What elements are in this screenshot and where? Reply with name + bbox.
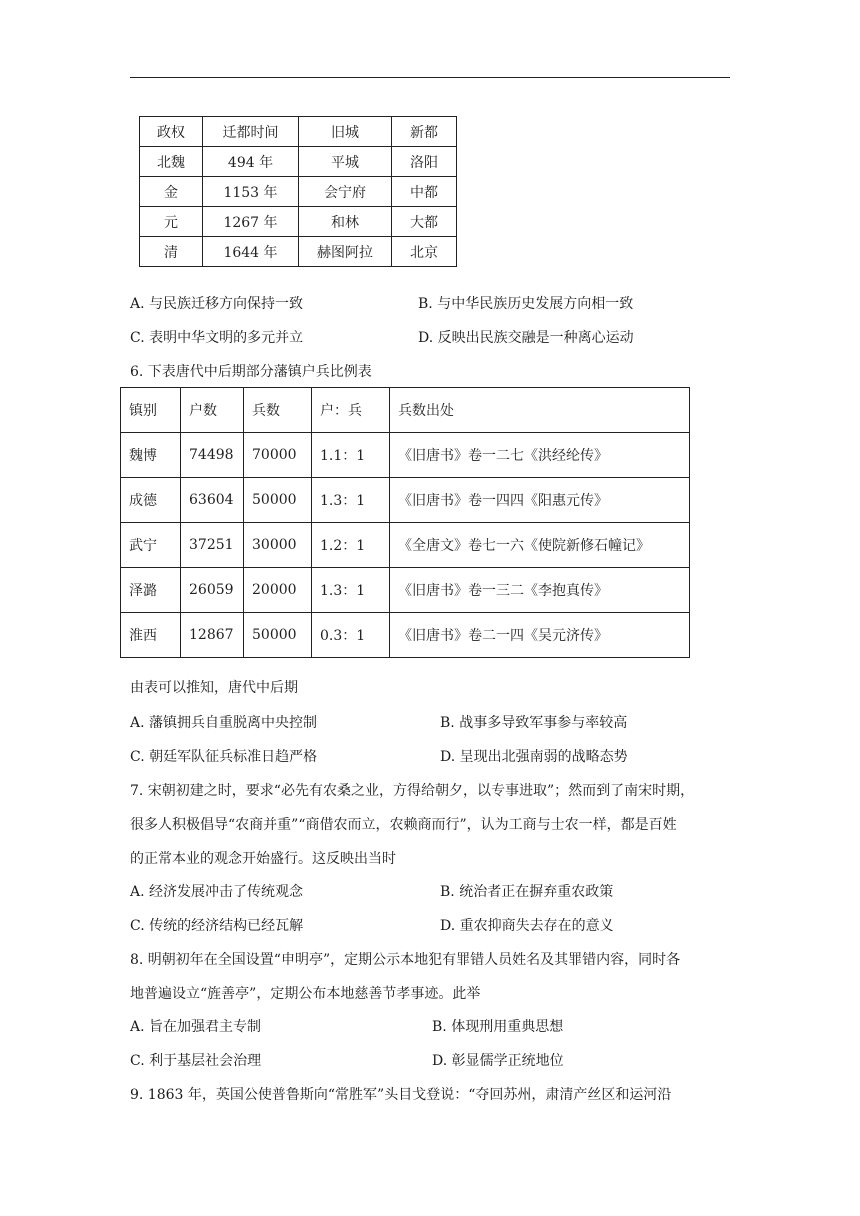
q5-option-b: B. 与中华民族历史发展方向相一致 bbox=[418, 296, 634, 312]
q8-option-b: B. 体现刑用重典思想 bbox=[432, 1019, 564, 1035]
table-cell: 和林 bbox=[299, 207, 392, 237]
header-cell: 镇别 bbox=[121, 388, 181, 433]
table-cell: 成德 bbox=[121, 478, 181, 523]
table-cell: 70000 bbox=[244, 433, 312, 478]
header-cell: 户：兵 bbox=[312, 388, 390, 433]
q6-stem: 6. 下表唐代中后期部分藩镇户兵比例表 bbox=[130, 364, 372, 380]
table-cell: 63604 bbox=[181, 478, 244, 523]
q6-option-c: C. 朝廷军队征兵标准日趋严格 bbox=[130, 749, 318, 765]
table-cell: 1.1：1 bbox=[312, 433, 390, 478]
table-cell: 中都 bbox=[392, 177, 457, 207]
capital-relocation-table bbox=[139, 116, 457, 267]
table-cell: 26059 bbox=[181, 568, 244, 613]
table-cell: 12867 bbox=[181, 613, 244, 658]
fanzhen-ratio-table bbox=[120, 387, 690, 658]
table-cell: 1.3：1 bbox=[312, 568, 390, 613]
table-cell: 金 bbox=[140, 177, 203, 207]
table-cell: 泽潞 bbox=[121, 568, 181, 613]
q6-option-a: A. 藩镇拥兵自重脱离中央控制 bbox=[130, 715, 318, 731]
table-row bbox=[140, 177, 457, 207]
q5-option-d: D. 反映出民族交融是一种离心运动 bbox=[418, 330, 634, 346]
table-row bbox=[121, 478, 690, 523]
header-cell: 兵数出处 bbox=[390, 388, 690, 433]
header-cell: 户数 bbox=[181, 388, 244, 433]
table-cell: 50000 bbox=[244, 613, 312, 658]
table-row bbox=[140, 147, 457, 177]
table-cell: 《旧唐书》卷一三二《李抱真传》 bbox=[390, 568, 690, 613]
q7-option-c: C. 传统的经济结构已经瓦解 bbox=[130, 918, 304, 934]
table-cell: 《旧唐书》卷一四四《阳惠元传》 bbox=[390, 478, 690, 523]
q7-line-3: 的正常本业的观念开始盛行。这反映出当时 bbox=[130, 851, 396, 867]
q8-line-1: 8. 明朝初年在全国设置“申明亭”，定期公示本地犯有罪错人员姓名及其罪错内容，同时各 bbox=[130, 952, 681, 968]
table-cell: 《旧唐书》卷一二七《洪经纶传》 bbox=[390, 433, 690, 478]
table-cell: 30000 bbox=[244, 523, 312, 568]
q8-line-2: 地普遍设立“旌善亭”，定期公布本地慈善节孝事迹。此举 bbox=[130, 986, 481, 1002]
table-cell: 《旧唐书》卷二一四《吴元济传》 bbox=[390, 613, 690, 658]
table-cell: 20000 bbox=[244, 568, 312, 613]
q6-after-text: 由表可以推知，唐代中后期 bbox=[130, 680, 298, 696]
table-cell: 1644 年 bbox=[203, 237, 299, 267]
table-cell: 会宁府 bbox=[299, 177, 392, 207]
table-cell: 1153 年 bbox=[203, 177, 299, 207]
table-row bbox=[140, 207, 457, 237]
q7-line-2: 很多人积极倡导“农商并重”“商借农而立，农赖商而行”，认为工商与士农一样，都是百姓 bbox=[130, 817, 677, 833]
header-rule bbox=[130, 77, 730, 78]
table-row bbox=[140, 237, 457, 267]
q7-option-a: A. 经济发展冲击了传统观念 bbox=[130, 884, 304, 900]
table-cell: 大都 bbox=[392, 207, 457, 237]
table-cell: 1.3：1 bbox=[312, 478, 390, 523]
table-cell: 武宁 bbox=[121, 523, 181, 568]
table-cell: 赫图阿拉 bbox=[299, 237, 392, 267]
q7-line-1: 7. 宋朝初建之时，要求“必先有农桑之业，方得给朝夕，以专事进取”；然而到了南宋时期， bbox=[130, 783, 695, 799]
table-header-row bbox=[121, 388, 690, 433]
table-cell: 37251 bbox=[181, 523, 244, 568]
table-cell: 1.2：1 bbox=[312, 523, 390, 568]
q8-option-c: C. 利于基层社会治理 bbox=[130, 1053, 262, 1069]
table-cell: 0.3：1 bbox=[312, 613, 390, 658]
header-cell: 旧城 bbox=[299, 117, 392, 147]
table-cell: 魏博 bbox=[121, 433, 181, 478]
q7-option-d: D. 重农抑商失去存在的意义 bbox=[440, 918, 614, 934]
table-row bbox=[121, 613, 690, 658]
table-cell: 50000 bbox=[244, 478, 312, 523]
q8-option-a: A. 旨在加强君主专制 bbox=[130, 1019, 262, 1035]
q5-option-c: C. 表明中华文明的多元并立 bbox=[130, 330, 304, 346]
table-cell: 《全唐文》卷七一六《使院新修石幢记》 bbox=[390, 523, 690, 568]
table-row bbox=[121, 568, 690, 613]
q6-option-b: B. 战事多导致军事参与率较高 bbox=[440, 715, 628, 731]
table-cell: 洛阳 bbox=[392, 147, 457, 177]
q9-line-1: 9. 1863 年，英国公使普鲁斯向“常胜军”头目戈登说：“夺回苏州，肃清产丝区和运河沿 bbox=[130, 1087, 672, 1103]
table-row bbox=[121, 433, 690, 478]
q8-option-d: D. 彰显儒学正统地位 bbox=[432, 1053, 564, 1069]
header-cell: 政权 bbox=[140, 117, 203, 147]
table-cell: 74498 bbox=[181, 433, 244, 478]
header-cell: 迁都时间 bbox=[203, 117, 299, 147]
table-cell: 北魏 bbox=[140, 147, 203, 177]
header-cell: 新都 bbox=[392, 117, 457, 147]
q6-option-d: D. 呈现出北强南弱的战略态势 bbox=[440, 749, 628, 765]
table-cell: 元 bbox=[140, 207, 203, 237]
header-cell: 兵数 bbox=[244, 388, 312, 433]
table-header-row bbox=[140, 117, 457, 147]
table-cell: 平城 bbox=[299, 147, 392, 177]
q5-option-a: A. 与民族迁移方向保持一致 bbox=[130, 296, 304, 312]
table-cell: 1267 年 bbox=[203, 207, 299, 237]
q7-option-b: B. 统治者正在摒弃重农政策 bbox=[440, 884, 614, 900]
table-cell: 淮西 bbox=[121, 613, 181, 658]
table-row bbox=[121, 523, 690, 568]
table-cell: 494 年 bbox=[203, 147, 299, 177]
table-cell: 北京 bbox=[392, 237, 457, 267]
table-cell: 清 bbox=[140, 237, 203, 267]
